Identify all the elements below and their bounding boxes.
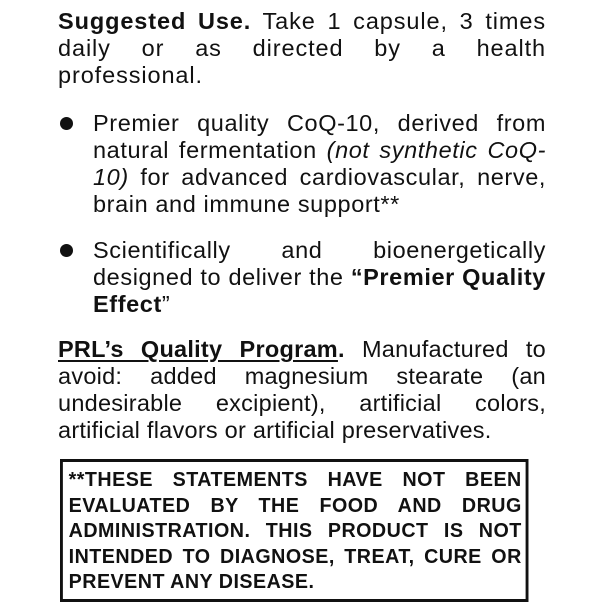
benefit-text-after: ” (161, 291, 171, 317)
fda-disclaimer-box (60, 459, 528, 602)
benefit-text-italic: (not synthetic CoQ-10) (93, 137, 546, 190)
benefit-text-bold: “Premier Quality Effect (93, 264, 546, 317)
suggested-use-text: Take 1 capsule, 3 times daily or as directed by a health professional. (58, 8, 546, 88)
suggested-use-paragraph (58, 8, 546, 89)
quality-program-text: Manufactured to avoid: added magnesium stearate (an undesirable excipient), artificial colors, artificial flavors or artificial preservatives. (58, 336, 546, 443)
bullet-dot-icon (60, 244, 73, 257)
suggested-use-heading: Suggested Use. (58, 8, 252, 34)
fda-disclaimer-text: **THESE STATEMENTS HAVE NOT BEEN EVALUATED BY THE FOOD AND DRUG ADMINISTRATION. THIS PRODUCT IS NOT INTENDED TO DIAGNOSE, TREAT, CURE OR PREVENT ANY DISEASE. (68, 468, 522, 593)
benefit-text-before: Premier quality CoQ-10, derived from natural fermentation (93, 110, 546, 163)
bullet-dot-icon (60, 117, 73, 130)
quality-program-paragraph (58, 336, 546, 444)
benefit-list (58, 110, 546, 318)
quality-program-heading: PRL’s Quality Program (58, 336, 338, 362)
benefit-item-coq10 (58, 110, 546, 218)
quality-program-heading-period: . (337, 336, 345, 362)
benefit-text-after: for advanced cardiovascular, nerve, brain and immune support** (93, 164, 546, 217)
supplement-label (58, 8, 546, 602)
benefit-text-before: Scientifically and bioenergetically designed to deliver the (93, 237, 546, 290)
benefit-item-bioenergetic (58, 237, 546, 318)
